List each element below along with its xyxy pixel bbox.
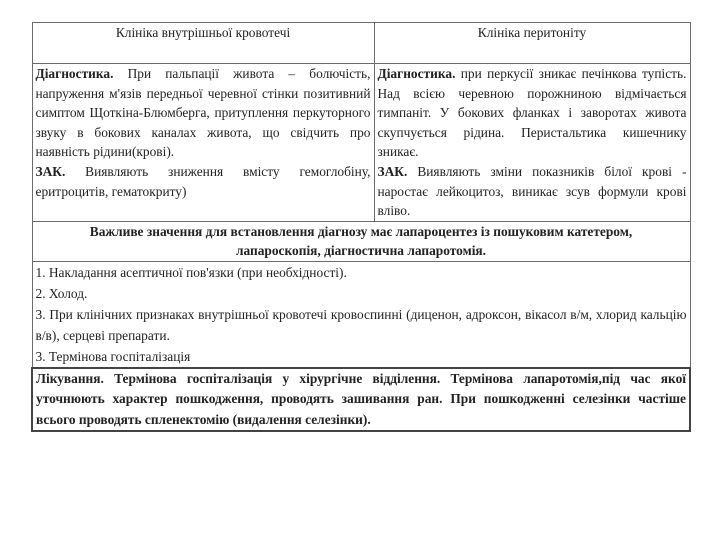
steps-row [32, 261, 690, 368]
header-peritonitis: Клініка перитоніту [477, 25, 587, 40]
header-cell-left [32, 23, 374, 64]
step-item: 3. При клінічних признаках внутрішньої кровотечі кровоспинні (диценон, адроксон, вікасол в/м, хлорид кальцію в/в), серцеві препарати. [35, 306, 687, 343]
diagnostics-right-label: Діагностика. [377, 66, 456, 81]
diagnostics-left-cell [32, 64, 374, 162]
diagnostics-left-label: Діагностика. [35, 66, 114, 81]
diagnostics-row [32, 64, 690, 162]
lab-right-label: ЗАК. [377, 163, 408, 179]
treatment-paragraph: Лікування. Термінова госпіталізація у хірургічне відділення. Термінова лапаротомія,під час якої уточнюють характер пошкодження, проводять зашивання ран. При пошкодженні селезінки частіше всього проводять спленектомію (видалення селезінки). [32, 368, 690, 432]
header-internal-bleeding: Клініка внутрішньої кровотечі [115, 25, 291, 40]
header-cell-right [374, 23, 690, 64]
important-row [32, 221, 690, 261]
first-aid-steps [32, 261, 690, 368]
important-note: Важливе значення для встановлення діагнозу має лапароцентез із пошуковим катетером, лапароскопія, діагностична лапаротомія. [32, 221, 690, 261]
header-row [32, 23, 690, 64]
lab-right-cell [374, 162, 690, 221]
clinic-comparison-table [31, 22, 691, 432]
step-item: 3. Термінова госпіталізація [35, 348, 191, 364]
step-item: 1. Накладання асептичної пов'язки (при необхідності). [35, 264, 347, 280]
diagnostics-left-text: При пальпації живота – болючість, напруження м'язів передньої черевної стінки позитивний симптом Щоткіна-Блюмберга, притуплення перкуторного звуку в бокових каналах живота, що свідчить про наявність рідини(крові). [35, 66, 371, 160]
treatment-row [32, 368, 690, 432]
diagnostics-right-cell [374, 64, 690, 162]
lab-left-label: ЗАК. [35, 163, 66, 179]
lab-row [32, 162, 690, 221]
lab-right-text: Виявляють зміни показників білої крові - наростає лейкоцитоз, виникає зсув формули крові вліво. [377, 163, 687, 219]
lab-left-cell [32, 162, 374, 221]
step-item: 2. Холод. [35, 285, 88, 301]
lab-left-text: Виявляють зниження вмісту гемоглобіну, еритроцитів, гематокриту) [35, 163, 371, 199]
document-page [31, 22, 689, 432]
diagnostics-right-text: при перкусії зникає печінкова тупість. Над всією черевною порожниною відмічається тимпаніт. У бокових фланках і заворотах живота скупчується рідина. Перистальтика кишечнику зникає. [377, 66, 687, 160]
